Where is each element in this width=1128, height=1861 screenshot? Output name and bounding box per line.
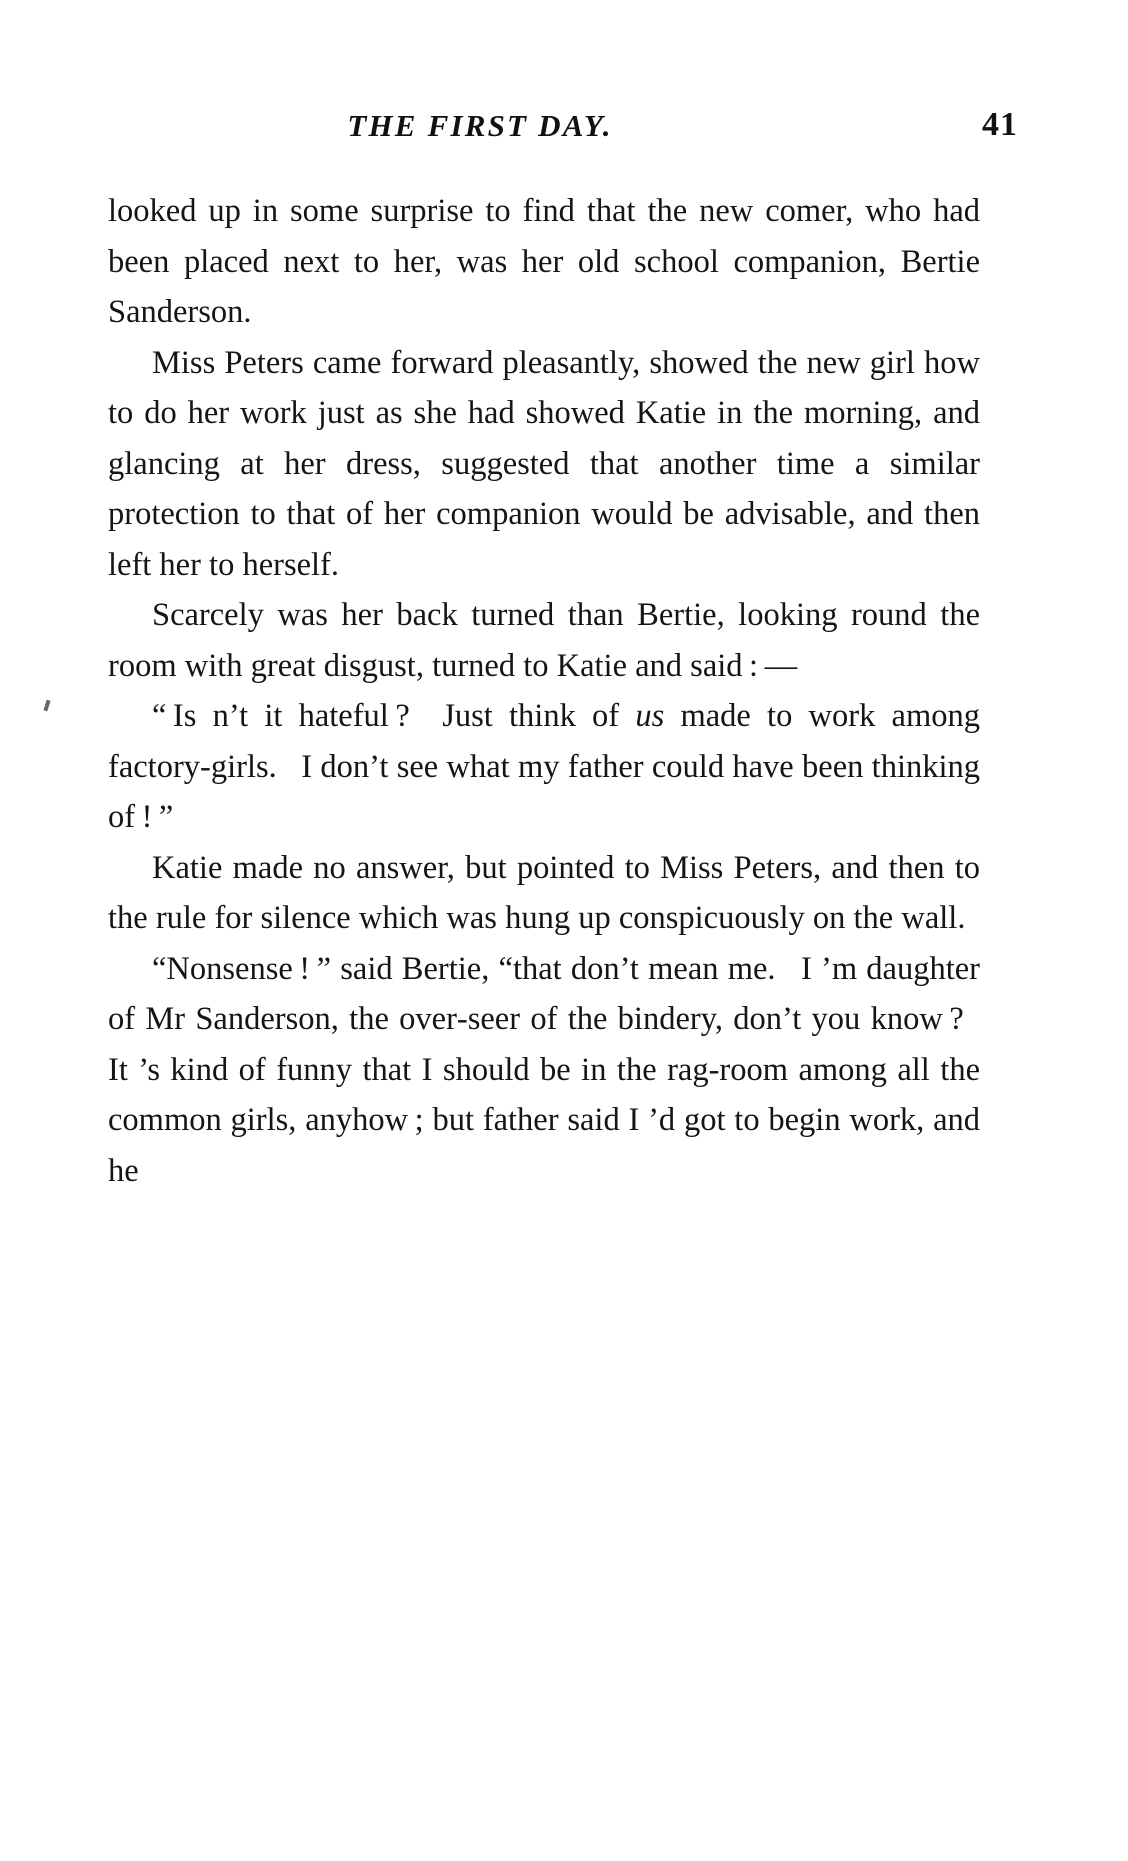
emphasis-text: us xyxy=(635,698,665,734)
running-head xyxy=(110,108,1018,166)
body-text xyxy=(108,186,980,1196)
page-title: THE FIRST DAY. xyxy=(347,108,613,143)
paragraph: “Nonsense ! ” said Bertie, “that don’t mean me. I ’m daughter of Mr Sanderson, the over‐seer of the bindery, don’t you know ? It ’s kind of funny that I should be in the rag-room among all the common girls, anyhow ; but father said I ’d got to begin work, and he xyxy=(108,950,980,1189)
paragraph: Scarcely was her back turned than Bertie, looking round the room with great disgust, turned to Katie and said : — xyxy=(108,597,980,684)
paragraph: “ Is n’t it hateful ? Just think of us made to work among factory-girls. I don’t see what my father could have been thinking of ! ” xyxy=(108,698,980,835)
paragraph: Miss Peters came forward pleasantly, showed the new girl how to do her work just as she had showed Katie in the morning, and glancing at her dress, suggested that another time a similar protection to that of her companion would be advisable, and then left her to herself. xyxy=(108,344,980,583)
paragraph: looked up in some surprise to find that the new comer, who had been placed next to her, was her old school companion, Bertie Sanderson. xyxy=(108,193,980,330)
page-speck xyxy=(43,700,50,712)
paragraph: Katie made no answer, but pointed to Miss Peters, and then to the rule for silence which was hung up conspicuously on the wall. xyxy=(108,849,980,936)
page-number: 41 xyxy=(982,106,1018,143)
